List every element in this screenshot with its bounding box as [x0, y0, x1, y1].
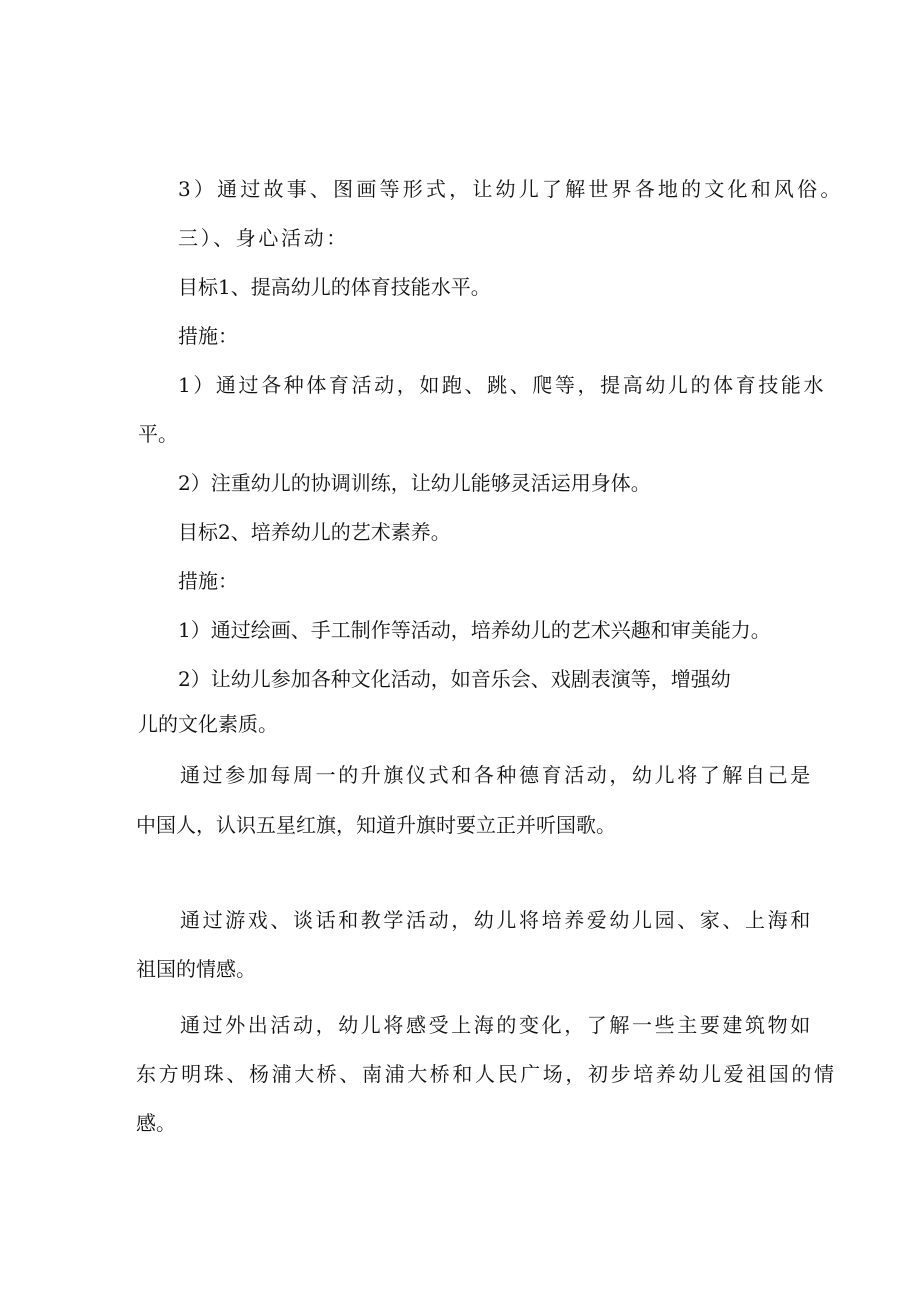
paragraph-line: 东方明珠、杨浦大桥、南浦大桥和人民广场，初步培养幼儿爱祖国的情	[136, 1062, 837, 1086]
paragraph-line: 通过外出活动，幼儿将感受上海的变化，了解一些主要建筑物如	[180, 1013, 813, 1037]
paragraph-line: 感。	[136, 1111, 176, 1135]
text-line: 平。	[138, 422, 178, 446]
section-heading: 三）、身心活动：	[178, 226, 349, 250]
text-line: 1）通过各种体育活动，如跑、跳、爬等，提高幼儿的体育技能水	[178, 373, 827, 397]
goal-heading: 目标2、培养幼儿的艺术素养。	[178, 520, 451, 544]
text-line: 3）通过故事、图画等形式，让幼儿了解世界各地的文化和风俗。	[178, 177, 844, 201]
paragraph-line: 通过参加每周一的升旗仪式和各种德育活动，幼儿将了解自己是	[180, 763, 813, 787]
paragraph-line: 通过游戏、谈话和教学活动，幼儿将培养爱幼儿园、家、上海和	[180, 908, 813, 932]
text-line: 儿的文化素质。	[138, 712, 278, 736]
measures-label: 措施：	[178, 569, 238, 593]
text-line: 2）让幼儿参加各种文化活动，如音乐会、戏剧表演等，增强幼	[178, 667, 731, 691]
text-line: 2）注重幼儿的协调训练，让幼儿能够灵活运用身体。	[178, 471, 651, 495]
paragraph-line: 祖国的情感。	[136, 957, 256, 981]
text-line: 1）通过绘画、手工制作等活动，培养幼儿的艺术兴趣和审美能力。	[178, 618, 771, 642]
paragraph-line: 中国人，认识五星红旗，知道升旗时要立正并听国歌。	[136, 813, 616, 837]
measures-label: 措施：	[178, 324, 238, 348]
goal-heading: 目标1、提高幼儿的体育技能水平。	[178, 275, 491, 299]
